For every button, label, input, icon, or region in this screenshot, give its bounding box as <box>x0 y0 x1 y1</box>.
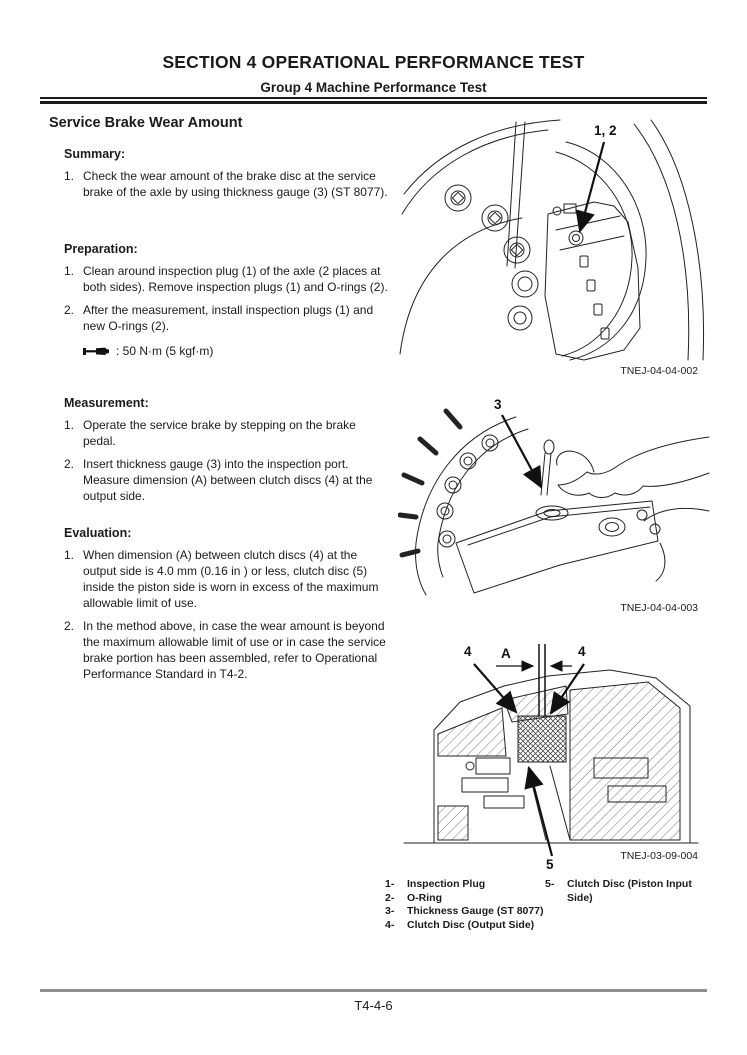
figure-callout: 4 <box>578 644 586 659</box>
list-item <box>64 302 390 334</box>
list-item <box>64 168 390 200</box>
legend-number: 5- <box>545 878 555 890</box>
figure-caption: TNEJ-04-04-003 <box>620 602 698 614</box>
evaluation-section <box>64 526 390 682</box>
parts-legend <box>385 878 715 932</box>
callout-arrow <box>502 415 541 487</box>
torque-value: : 50 N·m (5 kgf·m) <box>116 344 214 358</box>
figure-callout: 4 <box>464 644 472 659</box>
item-text: When dimension (A) between clutch discs (4) at the output side is 4.0 mm (0.16 in ) or less, clutch disc (5) inside the piston side is worn in excess of the maximum allowable limit of use. <box>83 548 379 610</box>
group-title: Group 4 Machine Performance Test <box>260 80 487 95</box>
figure-callout: 1, 2 <box>594 123 617 138</box>
legend-item <box>545 878 695 905</box>
list-item <box>64 456 390 504</box>
list-item <box>64 618 390 682</box>
item-text: Operate the service brake by stepping on the brake pedal. <box>83 418 356 448</box>
dimension-label: A <box>501 646 511 661</box>
callout-arrow <box>580 142 604 231</box>
figure-caption: TNEJ-03-09-004 <box>620 850 698 862</box>
item-text: Check the wear amount of the brake disc at the service brake of the axle by using thickness gauge (3) (ST 8077). <box>83 169 388 199</box>
legend-column-2 <box>545 878 695 932</box>
footer-rule <box>40 989 707 992</box>
item-number: 1. <box>64 264 75 278</box>
torque-spec-row <box>83 344 390 358</box>
item-number: 2. <box>64 457 75 471</box>
header-rule <box>40 97 707 104</box>
summary-heading: Summary: <box>64 147 126 161</box>
item-text: Insert thickness gauge (3) into the inspection port. Measure dimension (A) between clutch discs (4) at the output side. <box>83 457 373 503</box>
legend-label: Clutch Disc (Piston Input Side) <box>567 878 692 904</box>
preparation-heading: Preparation: <box>64 242 138 256</box>
cross-section-drawing <box>398 636 710 871</box>
legend-label: Clutch Disc (Output Side) <box>407 918 535 931</box>
legend-item <box>385 878 545 892</box>
legend-number: 4- <box>385 918 395 931</box>
figure-clutch-disc-cross-section <box>398 636 710 874</box>
callout-arrow <box>474 664 516 712</box>
topic-title: Service Brake Wear Amount <box>49 115 243 131</box>
figure-caption: TNEJ-04-04-002 <box>620 365 698 377</box>
figure-callout: 3 <box>494 397 502 412</box>
legend-item <box>385 892 545 906</box>
item-number: 1. <box>64 169 75 183</box>
item-number: 1. <box>64 418 75 432</box>
page-number: T4-4-6 <box>354 998 393 1013</box>
item-text: Clean around inspection plug (1) of the axle (2 places at both sides). Remove inspection plugs (1) and O-rings (2). <box>83 264 388 294</box>
legend-item <box>385 905 545 919</box>
legend-item <box>385 919 545 933</box>
legend-number: 2- <box>385 891 395 904</box>
item-number: 2. <box>64 303 75 317</box>
legend-number: 3- <box>385 905 395 917</box>
legend-label: Thickness Gauge (ST 8077) <box>407 905 544 917</box>
list-item <box>64 547 390 611</box>
item-number: 2. <box>64 619 75 633</box>
evaluation-heading: Evaluation: <box>64 526 132 540</box>
item-number: 1. <box>64 548 75 562</box>
torque-wrench-icon <box>83 346 109 357</box>
legend-column-1 <box>385 878 545 932</box>
legend-label: Inspection Plug <box>407 878 486 890</box>
legend-label: O-Ring <box>407 891 442 904</box>
item-text: After the measurement, install inspection plugs (1) and new O-rings (2). <box>83 303 374 333</box>
figure-thickness-gauge-insertion <box>398 393 710 615</box>
section-title: SECTION 4 OPERATIONAL PERFORMANCE TEST <box>162 52 585 72</box>
axle-brake-drawing <box>398 118 710 362</box>
figure-callout: 5 <box>546 857 554 871</box>
preparation-section <box>64 242 390 358</box>
summary-section <box>64 147 390 200</box>
gauge-insertion-drawing <box>398 393 710 598</box>
figure-axle-inspection-plug <box>398 118 710 380</box>
item-text: In the method above, in case the wear amount is beyond the maximum allowable limit of use or in case the service brake portion has been assembled, refer to Operational Performance Standard in T4-2. <box>83 619 386 681</box>
measurement-section <box>64 396 390 504</box>
measurement-heading: Measurement: <box>64 396 149 410</box>
list-item <box>64 417 390 449</box>
legend-number: 1- <box>385 878 395 890</box>
list-item <box>64 263 390 295</box>
